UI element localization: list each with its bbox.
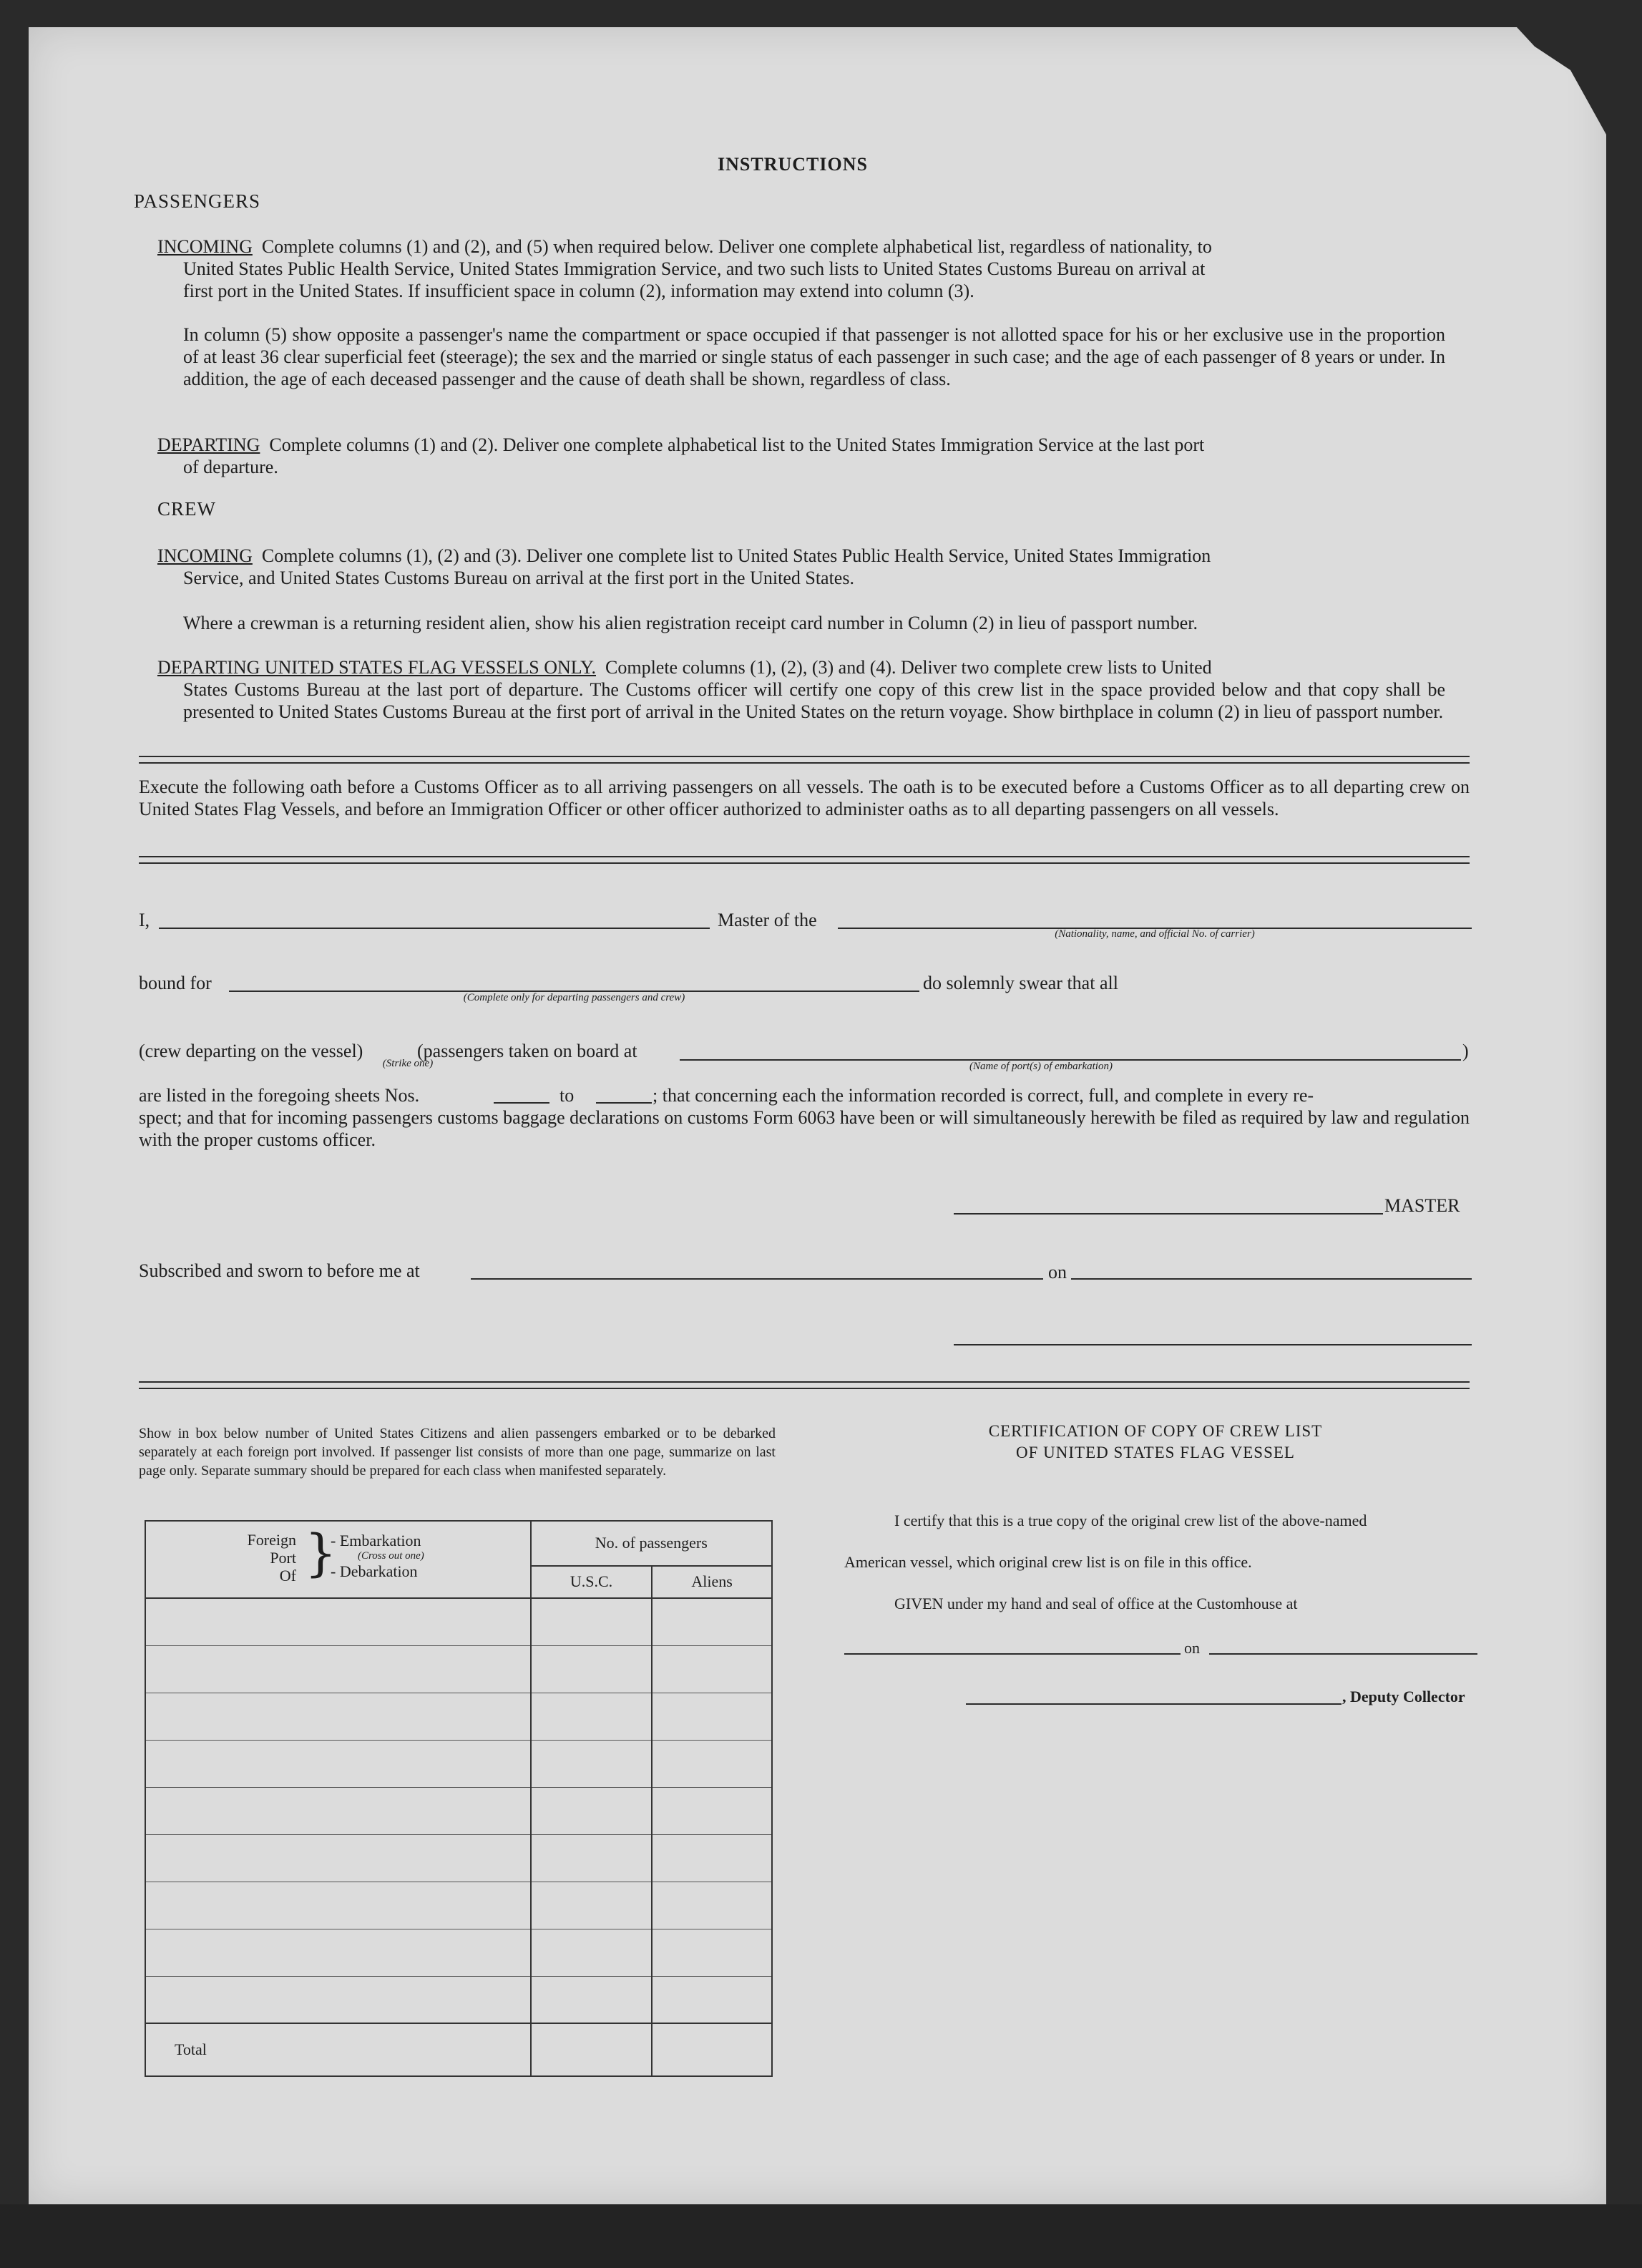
page-title: INSTRUCTIONS bbox=[718, 154, 868, 175]
total-label: Total bbox=[145, 2023, 531, 2076]
aliens-cell[interactable] bbox=[652, 1645, 772, 1693]
table-row bbox=[145, 1598, 772, 1645]
sworn-on-label: on bbox=[1048, 1262, 1067, 1283]
usc-header: U.S.C. bbox=[531, 1566, 653, 1598]
listed-label: are listed in the foregoing sheets Nos. bbox=[139, 1085, 420, 1106]
foreign-label: Foreign bbox=[247, 1531, 296, 1549]
crew-incoming-para-2: Where a crewman is a returning resident alien, show his alien registration receipt card number in Column (2) in lieu of passport number. bbox=[183, 613, 1198, 633]
crew-incoming-line-2: Service, and United States Customs Bureau on arrival at the first port in the United States. bbox=[183, 568, 854, 588]
close-paren: ) bbox=[1462, 1041, 1469, 1061]
listed-text-2: ; that concerning each the information recorded is correct, full, and complete in every re- bbox=[653, 1085, 1314, 1106]
deputy-collector-signature-field[interactable] bbox=[966, 1703, 1342, 1705]
oath-i-label: I, bbox=[139, 910, 150, 930]
total-row bbox=[145, 2023, 772, 2076]
master-of-the-label: Master of the bbox=[718, 910, 817, 930]
sworn-place-field[interactable] bbox=[471, 1278, 1043, 1280]
passengers-taken-option: (passengers taken on board at bbox=[417, 1041, 637, 1061]
usc-cell[interactable] bbox=[531, 1740, 653, 1787]
scan-border bbox=[0, 2204, 1642, 2268]
divider bbox=[139, 756, 1470, 764]
port-cell[interactable] bbox=[145, 1787, 531, 1834]
usc-cell[interactable] bbox=[531, 1929, 653, 1976]
certification-date-field[interactable] bbox=[1209, 1653, 1477, 1655]
oath-instruction: Execute the following oath before a Customs Officer as to all arriving passengers on all vessels. The oath is to be executed before a Customs Officer as to all departing crew on United States Flag Vessels, and before an Immigration Officer or other officer authorized to administer oaths as to all departing passengers on all vessels. bbox=[139, 777, 1470, 819]
passengers-departing-line-2: of departure. bbox=[183, 457, 278, 477]
officer-signature-field[interactable] bbox=[954, 1344, 1472, 1345]
summary-instructions: Show in box below number of United States Citizens and alien passengers embarked or to be debarked separately at each foreign port involved. If passenger list consists of more than one page, summarize on last page only. Separate summary should be prepared for each class when manifested separately. bbox=[139, 1426, 776, 1479]
crew-departing-label: DEPARTING UNITED STATES FLAG VESSELS ONLY. bbox=[157, 657, 596, 678]
aliens-cell[interactable] bbox=[652, 1598, 772, 1645]
port-cell[interactable] bbox=[145, 1645, 531, 1693]
embark-options bbox=[331, 1532, 424, 1580]
port-cell[interactable] bbox=[145, 1882, 531, 1929]
divider bbox=[139, 856, 1470, 864]
passenger-summary-table bbox=[145, 1520, 773, 2077]
port-header-labels bbox=[232, 1531, 296, 1585]
master-signature-field[interactable] bbox=[954, 1213, 1383, 1215]
cross-out-caption: (Cross out one) bbox=[358, 1550, 424, 1562]
aliens-cell[interactable] bbox=[652, 1834, 772, 1882]
aliens-cell[interactable] bbox=[652, 1929, 772, 1976]
divider bbox=[139, 1381, 1470, 1389]
crew-departing-line-1 bbox=[157, 656, 1445, 678]
port-cell[interactable] bbox=[145, 1598, 531, 1645]
strike-one-caption: (Strike one) bbox=[382, 1058, 434, 1069]
subscribed-label: Subscribed and sworn to before me at bbox=[139, 1260, 420, 1281]
aliens-cell[interactable] bbox=[652, 1740, 772, 1787]
swear-label: do solemnly swear that all bbox=[923, 973, 1118, 993]
certification-on-label: on bbox=[1184, 1639, 1200, 1657]
port-cell[interactable] bbox=[145, 1929, 531, 1976]
incoming-label: INCOMING bbox=[157, 236, 253, 257]
aliens-cell[interactable] bbox=[652, 1693, 772, 1740]
usc-cell[interactable] bbox=[531, 1787, 653, 1834]
passengers-heading: PASSENGERS bbox=[134, 190, 261, 212]
usc-cell[interactable] bbox=[531, 1693, 653, 1740]
table-row bbox=[145, 1976, 772, 2023]
crew-incoming-label: INCOMING bbox=[157, 545, 253, 566]
sheet-from-field[interactable] bbox=[494, 1102, 549, 1104]
aliens-cell[interactable] bbox=[652, 1882, 772, 1929]
table-row bbox=[145, 1882, 772, 1929]
table-row bbox=[145, 1834, 772, 1882]
departing-text: Complete columns (1) and (2). Deliver one complete alphabetical list to the United States Immigration Service at the last port bbox=[269, 434, 1205, 455]
passengers-incoming-para-2: In column (5) show opposite a passenger's name the compartment or space occupied if that passenger is not allotted space for his or her exclusive use in the proportion of at least 36 clear superficial feet (steerage); the sex and the married or single status of each passenger in such case; and the age of each passenger of 8 years or under. In addition, the age of each deceased passenger and the cause of death shall be shown, regardless of class. bbox=[183, 324, 1445, 389]
crew-heading: CREW bbox=[157, 498, 216, 520]
brace-glyph: } bbox=[305, 1524, 337, 1582]
passengers-incoming-line-3: first port in the United States. If insufficient space in column (2), information may extend into column (3). bbox=[183, 281, 974, 301]
total-usc-cell[interactable] bbox=[531, 2023, 653, 2076]
sheet-to-field[interactable] bbox=[596, 1102, 652, 1104]
to-label: to bbox=[559, 1085, 575, 1106]
aliens-header: Aliens bbox=[652, 1566, 772, 1598]
listed-text-rest: spect; and that for incoming passengers customs baggage declarations on customs Form 6063 have been or will simultaneously herewith be filed as required by law and regulation with the proper customs officer. bbox=[139, 1107, 1470, 1150]
table-row bbox=[145, 1929, 772, 1976]
deputy-collector-label: , Deputy Collector bbox=[1342, 1688, 1465, 1705]
customhouse-field[interactable] bbox=[844, 1653, 1181, 1655]
of-label: Of bbox=[279, 1567, 296, 1585]
bound-for-caption: (Complete only for departing passengers and crew) bbox=[463, 992, 685, 1003]
usc-cell[interactable] bbox=[531, 1834, 653, 1882]
bound-for-label: bound for bbox=[139, 973, 212, 993]
carrier-caption: (Nationality, name, and official No. of carrier) bbox=[1055, 928, 1255, 940]
certification-title-line-1: CERTIFICATION OF COPY OF CREW LIST bbox=[988, 1422, 1323, 1440]
sworn-date-field[interactable] bbox=[1071, 1278, 1472, 1280]
port-cell[interactable] bbox=[145, 1693, 531, 1740]
crew-incoming-text: Complete columns (1), (2) and (3). Deliver one complete list to United States Public Health Service, United States Immigration bbox=[261, 545, 1211, 566]
port-label: Port bbox=[270, 1549, 296, 1567]
departing-label: DEPARTING bbox=[157, 434, 260, 455]
port-cell[interactable] bbox=[145, 1834, 531, 1882]
usc-cell[interactable] bbox=[531, 1598, 653, 1645]
ports-caption: (Name of port(s) of embarkation) bbox=[969, 1061, 1113, 1072]
total-aliens-cell[interactable] bbox=[652, 2023, 772, 2076]
usc-cell[interactable] bbox=[531, 1976, 653, 2023]
incoming-text: Complete columns (1) and (2), and (5) when required below. Deliver one complete alphabetical list, regardless of nationality, to bbox=[261, 236, 1212, 257]
crew-departing-rest: States Customs Bureau at the last port of departure. The Customs officer will certify one copy of this crew list in the space provided below and that copy shall be presented to United States Customs Bureau at the first port of arrival in the United States on the return voyage. Show birthplace in column (2) in lieu of passport number. bbox=[183, 679, 1445, 722]
debarkation-label[interactable]: - Debarkation bbox=[331, 1562, 418, 1580]
table-row bbox=[145, 1740, 772, 1787]
port-cell[interactable] bbox=[145, 1976, 531, 2023]
crew-departing-option: (crew departing on the vessel) bbox=[139, 1041, 363, 1061]
usc-cell[interactable] bbox=[531, 1645, 653, 1693]
table-row bbox=[145, 1693, 772, 1740]
certification-line-3: GIVEN under my hand and seal of office at the Customhouse at bbox=[894, 1595, 1298, 1612]
port-header-cell bbox=[145, 1521, 531, 1598]
embarkation-label[interactable]: - Embarkation bbox=[331, 1532, 421, 1549]
aliens-cell[interactable] bbox=[652, 1787, 772, 1834]
master-label: MASTER bbox=[1384, 1195, 1460, 1216]
table-row bbox=[145, 1787, 772, 1834]
crew-incoming-line-1 bbox=[157, 545, 1445, 567]
certification-title bbox=[844, 1421, 1467, 1464]
aliens-cell[interactable] bbox=[652, 1976, 772, 2023]
usc-cell[interactable] bbox=[531, 1882, 653, 1929]
certification-line-1: I certify that this is a true copy of the original crew list of the above-named bbox=[894, 1512, 1367, 1529]
certification-title-line-2: OF UNITED STATES FLAG VESSEL bbox=[1016, 1444, 1295, 1461]
table-row bbox=[145, 1645, 772, 1693]
passengers-incoming-line-1 bbox=[157, 235, 1445, 258]
no-of-passengers-header: No. of passengers bbox=[531, 1521, 772, 1566]
passengers-incoming-line-2: United States Public Health Service, United States Immigration Service, and two such lists to United States Customs Bureau on arrival at bbox=[183, 258, 1206, 279]
certification-line-2: American vessel, which original crew list is on file in this office. bbox=[844, 1553, 1252, 1571]
crew-departing-text: Complete columns (1), (2), (3) and (4). Deliver two complete crew lists to United bbox=[605, 657, 1212, 678]
master-name-field[interactable] bbox=[159, 928, 710, 929]
passengers-departing-line-1 bbox=[157, 434, 1445, 456]
port-cell[interactable] bbox=[145, 1740, 531, 1787]
